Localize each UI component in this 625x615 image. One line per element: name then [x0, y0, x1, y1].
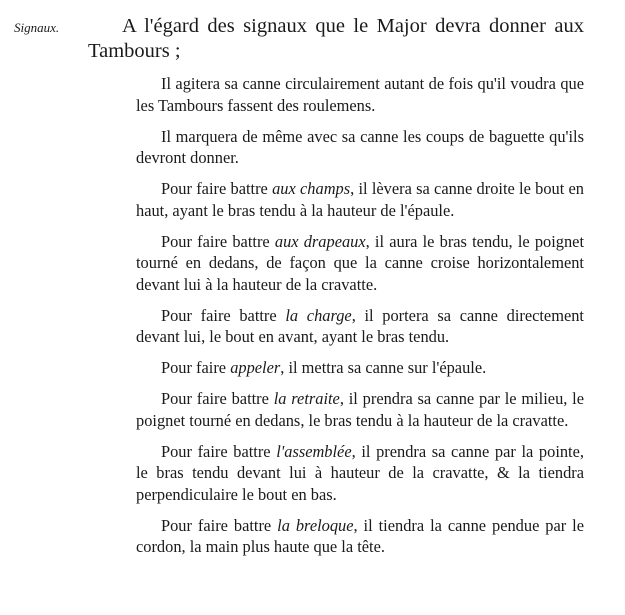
paragraph: Pour faire battre la charge, il portera sa canne directement devant lui, le bout en avant, ayant le bras tendu.: [136, 305, 584, 346]
paragraph: Pour faire battre aux drapeaux, il aura le bras tendu, le poignet tourné en dedans, de façon que la canne croise horizontalement devant lui à la hauteur de la cravatte.: [136, 231, 585, 294]
section-heading: [88, 14, 584, 64]
heading-text: A l'égard des signaux que le Major devra donner aux Tambours ;: [88, 15, 584, 62]
paragraph: Il marquera de même avec sa canne les coups de baguette qu'ils devront donner.: [136, 126, 584, 167]
signal-name: appeler: [230, 358, 281, 377]
margin-note: Signaux.: [14, 20, 60, 35]
instruction-list: [136, 73, 584, 567]
paragraph: Pour faire battre l'assemblée, il prendra sa canne par la pointe, le bras tendu devant lui à hauteur de la cravatte, & la tiendra perpendiculaire le bout en bas.: [136, 441, 584, 504]
paragraph: Pour faire battre la retraite, il prendra sa canne par le milieu, le poignet tourné en dedans, le bras tendu à la hauteur de la cravatte.: [136, 389, 584, 430]
paragraph: Il agitera sa canne circulairement autant de fois qu'il voudra que les Tambours fassent des roulemens.: [136, 74, 584, 115]
signal-name: la charge: [285, 305, 352, 325]
signal-name: aux champs: [272, 179, 351, 198]
signal-name: la retraite: [273, 389, 340, 408]
signal-name: aux drapeaux: [274, 231, 366, 251]
signal-name: l'assemblée: [276, 441, 352, 461]
paragraph: Pour faire battre la breloque, il tiendra la canne pendue par le cordon, la main plus haute que la tête.: [136, 515, 584, 556]
paragraph: Pour faire appeler, il mettra sa canne sur l'épaule.: [161, 358, 487, 377]
signal-name: la breloque: [277, 515, 354, 535]
paragraph: Pour faire battre aux champs, il lèvera sa canne droite le bout en haut, ayant le bras tendu à la hauteur de l'épaule.: [136, 179, 585, 220]
